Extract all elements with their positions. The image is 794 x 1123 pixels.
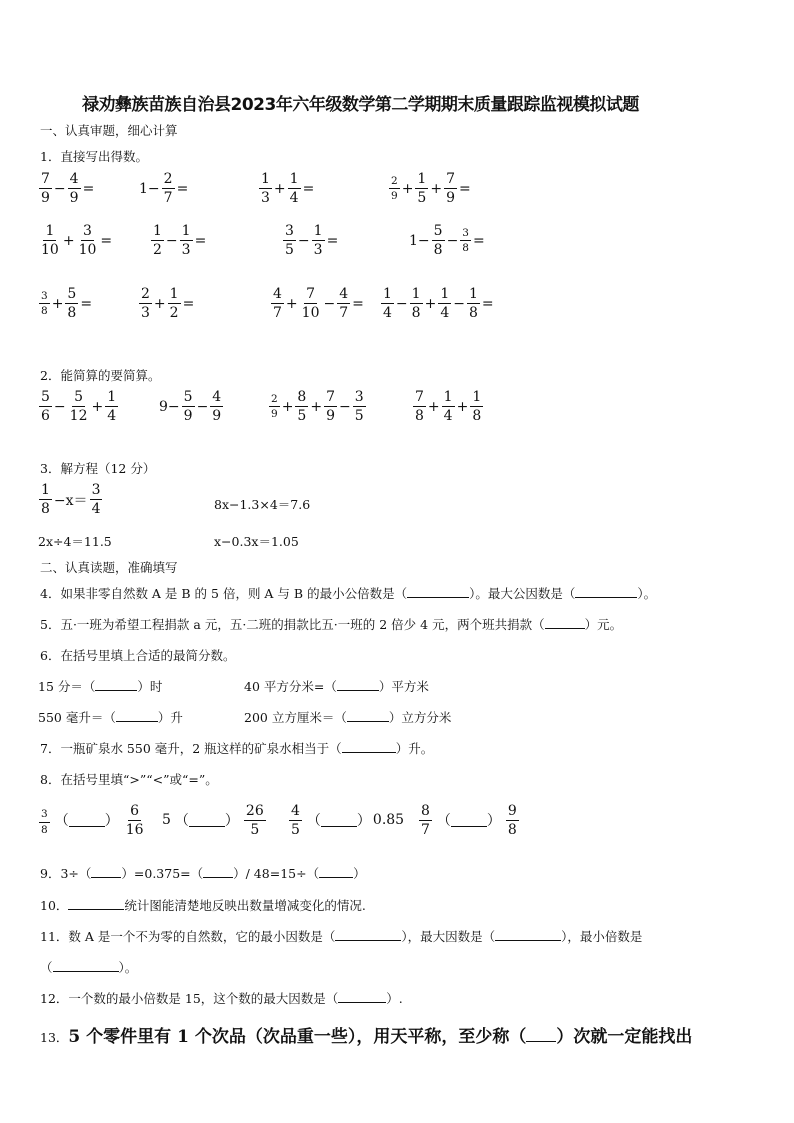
answer-blank[interactable]	[337, 678, 379, 691]
numerator: 2	[163, 171, 173, 187]
q2-expr-2	[158, 390, 224, 423]
denominator: 3	[141, 305, 150, 321]
numerator: 1	[107, 389, 117, 405]
numerator: 1	[289, 171, 299, 187]
numerator: 26	[245, 803, 264, 819]
denominator: 7	[421, 822, 430, 838]
denominator: 9	[326, 408, 335, 424]
denominator: 8	[462, 242, 469, 254]
operator: +	[430, 180, 443, 197]
operator: −	[297, 232, 310, 249]
denominator: 3	[261, 190, 270, 206]
q2-expr-3	[268, 390, 367, 423]
operator: +	[51, 295, 64, 312]
fraction	[124, 804, 146, 837]
q1-expr-9	[38, 287, 93, 320]
question-12: 12．一个数的最小倍数是 15，这个数的最大因数是（ ）.	[40, 991, 403, 1006]
operator: −	[53, 398, 66, 415]
fraction	[289, 804, 302, 837]
question-11: 11．数 A 是一个不为零的自然数，它的最小因数是（ ），最大因数是（ ），最小倍数是	[40, 929, 643, 944]
answer-blank[interactable]	[53, 959, 119, 972]
denominator: 4	[443, 408, 453, 424]
q1-expr-5	[38, 224, 113, 257]
fraction	[39, 172, 52, 205]
denominator: 3	[313, 242, 323, 258]
question-7: 7．一瓶矿泉水 550 毫升，2 瓶这样的矿泉水相当于（ ）升。	[40, 741, 434, 756]
fraction	[39, 224, 61, 257]
denominator: 4	[383, 305, 392, 321]
numerator: 1	[41, 482, 50, 498]
numerator: 4	[212, 389, 222, 405]
numerator: 3	[354, 389, 364, 405]
question-8-label: 8．在括号里填“>”“<”或“=”。	[40, 772, 218, 787]
fraction	[271, 287, 284, 320]
numerator: 7	[326, 389, 335, 405]
operator: +	[456, 398, 469, 415]
fraction	[353, 390, 366, 423]
question-11-cont: （ ）。	[40, 960, 138, 975]
fraction	[259, 172, 272, 205]
q1-expr-11	[270, 287, 365, 320]
q8-compare-3: $\frac{4}{5}$ （ ） 0.85	[291, 803, 405, 838]
question-10: 10． 统计图能清楚地反映出数量增减变化的情况.	[40, 898, 366, 913]
denominator: 4	[91, 501, 101, 517]
q1-expr-1	[38, 172, 95, 205]
numerator: 1	[261, 171, 270, 187]
expression-text: 1−	[409, 232, 430, 249]
fraction	[413, 390, 426, 423]
q1-expr-10	[138, 287, 195, 320]
denominator: 8	[472, 408, 482, 424]
operator: −	[446, 232, 459, 249]
numerator: 5	[74, 389, 84, 405]
operator: −	[53, 180, 66, 197]
answer-blank[interactable]	[91, 865, 121, 878]
page-title: 禄劝彝族苗族自治县2023年六年级数学第二学期期末质量跟踪监视模拟试题	[82, 95, 639, 115]
fraction	[182, 390, 195, 423]
q1-expr-2	[138, 172, 189, 205]
operator: +	[91, 398, 104, 415]
operator: −	[165, 232, 178, 249]
q3-equation-2: 8x−1.3×4＝7.6	[214, 497, 311, 512]
q1-expr-6	[150, 224, 207, 257]
denominator: 5	[354, 408, 364, 424]
operator: +	[62, 232, 75, 249]
answer-blank[interactable]	[526, 1025, 556, 1042]
operator: +	[285, 295, 298, 312]
fraction	[312, 224, 325, 257]
answer-blank[interactable]	[335, 928, 401, 941]
operator: −	[395, 295, 408, 312]
fraction	[444, 172, 457, 205]
denominator: 9	[41, 190, 50, 206]
fraction	[283, 224, 296, 257]
numerator: 1	[45, 223, 55, 239]
question-2-label: 2．能简算的要简算。	[40, 368, 161, 383]
numerator: 3	[285, 223, 294, 239]
denominator: 5	[250, 822, 260, 838]
fraction	[288, 172, 301, 205]
fraction	[269, 394, 280, 420]
fraction	[438, 287, 451, 320]
operator: =	[82, 180, 95, 197]
fraction	[419, 804, 432, 837]
operator: =	[302, 180, 315, 197]
denominator: 8	[41, 305, 48, 317]
numerator: 2	[269, 394, 280, 408]
question-5: 5．五·一班为希望工程捐款 a 元，五·二班的捐款比五·一班的 2 倍少 4 元，两个班共捐款（ ）元。	[40, 617, 623, 632]
numerator: 7	[446, 171, 455, 187]
q1-expr-12	[380, 287, 495, 320]
denominator: 9	[183, 408, 193, 424]
numerator: 1	[169, 286, 179, 302]
question-1-label: 1．直接写出得数。	[40, 149, 148, 164]
fraction	[432, 224, 445, 257]
fraction	[300, 287, 322, 320]
operator: +	[273, 180, 286, 197]
denominator: 7	[339, 305, 349, 321]
fraction	[39, 483, 52, 516]
q1-expr-4	[388, 172, 472, 205]
expression-text: 1−	[139, 180, 160, 197]
operator: =	[176, 180, 189, 197]
answer-blank[interactable]	[342, 740, 396, 753]
q3-equation-3: 2x÷4＝11.5	[38, 534, 112, 549]
numerator: 3	[39, 291, 50, 305]
denominator: 6	[41, 408, 50, 424]
answer-blank[interactable]	[451, 814, 487, 827]
fraction	[90, 483, 103, 516]
answer-blank[interactable]	[575, 585, 637, 598]
denominator: 16	[125, 822, 144, 838]
numerator: 7	[306, 286, 316, 302]
fraction	[168, 287, 181, 320]
q3-equation-4: x−0.3x＝1.05	[214, 534, 299, 549]
denominator: 9	[391, 190, 398, 202]
operator: =	[459, 180, 471, 197]
answer-blank[interactable]	[203, 865, 233, 878]
fraction	[77, 224, 99, 257]
answer-blank[interactable]	[495, 928, 561, 941]
numerator: 4	[339, 286, 349, 302]
denominator: 12	[69, 408, 88, 424]
denominator: 4	[289, 190, 299, 206]
numerator: 1	[313, 223, 323, 239]
numerator: 7	[415, 389, 424, 405]
denominator: 3	[181, 242, 191, 258]
denominator: 4	[107, 408, 117, 424]
fraction	[410, 287, 423, 320]
numerator: 6	[130, 803, 140, 819]
fraction	[470, 390, 483, 423]
denominator: 5	[291, 822, 300, 838]
q8-compare-2: 5 （ ） $\frac{26}{5}$	[162, 803, 264, 838]
numerator: 1	[468, 286, 478, 302]
answer-blank[interactable]	[321, 814, 357, 827]
operator: +	[310, 398, 323, 415]
denominator: 10	[41, 242, 59, 258]
numerator: 1	[383, 286, 392, 302]
numerator: 5	[433, 223, 443, 239]
q8-compare-1: $\frac{3}{8}$ （ ） $\frac{6}{16}$	[41, 803, 144, 838]
expression-text: 9−	[159, 398, 180, 415]
answer-blank[interactable]	[116, 709, 158, 722]
numerator: 5	[183, 389, 193, 405]
denominator: 7	[163, 190, 173, 206]
fraction	[337, 287, 350, 320]
fraction	[467, 287, 480, 320]
q6-item-2: 40 平方分米=（ ）平方米	[244, 679, 429, 694]
denominator: 7	[273, 305, 282, 321]
denominator: 9	[446, 190, 455, 206]
fraction	[389, 176, 400, 202]
answer-blank[interactable]	[319, 865, 353, 878]
numerator: 4	[273, 286, 282, 302]
numerator: 1	[181, 223, 191, 239]
numerator: 3	[83, 223, 92, 239]
operator: −	[453, 295, 465, 312]
operator: =	[472, 232, 485, 249]
fraction	[39, 390, 52, 423]
numerator: 1	[472, 389, 482, 405]
operator: =	[481, 295, 494, 312]
denominator: 8	[41, 823, 48, 836]
answer-blank[interactable]	[95, 678, 137, 691]
answer-blank[interactable]	[69, 814, 105, 827]
fraction	[244, 804, 266, 837]
denominator: 8	[67, 305, 77, 321]
numerator: 5	[41, 389, 50, 405]
fraction	[180, 224, 193, 257]
fraction	[162, 172, 175, 205]
q2-expr-1	[38, 390, 119, 423]
operator: +	[281, 398, 294, 415]
fraction	[105, 390, 118, 423]
denominator: 8	[507, 822, 517, 838]
q1-expr-7	[282, 224, 339, 257]
denominator: 2	[153, 242, 162, 258]
operator: +	[424, 295, 437, 312]
q2-expr-4	[412, 390, 484, 423]
operator: =	[194, 232, 207, 249]
question-9: 9．3÷（ ）=0.375=（ ）/ 48=15÷（ ）	[40, 866, 366, 881]
fraction	[415, 172, 428, 205]
fraction	[65, 287, 78, 320]
denominator: 8	[433, 242, 443, 258]
fraction	[39, 291, 50, 317]
numerator: 1	[411, 286, 421, 302]
operator: =	[182, 295, 195, 312]
numerator: 1	[417, 171, 427, 187]
numerator: 4	[69, 171, 79, 187]
denominator: 10	[301, 305, 320, 321]
numerator: 5	[67, 286, 77, 302]
q6-item-3: 550 毫升＝（ ）升	[38, 710, 183, 725]
numerator: 3	[91, 482, 101, 498]
fraction	[295, 390, 308, 423]
fraction	[210, 390, 223, 423]
q1-expr-8	[408, 224, 486, 257]
denominator: 8	[415, 408, 424, 424]
denominator: 5	[417, 190, 427, 206]
numerator: 2	[141, 286, 150, 302]
denominator: 9	[212, 408, 222, 424]
question-13: 13．5 个零件里有 1 个次品（次品重一些），用天平称，至少称（ ）次就一定能找出	[40, 1027, 693, 1047]
q8-compare-4: $\frac{8}{7}$ （ ） $\frac{9}{8}$	[421, 803, 517, 838]
fraction	[68, 172, 81, 205]
operator: −	[339, 398, 351, 415]
denominator: 2	[169, 305, 179, 321]
operator: =	[326, 232, 339, 249]
fraction	[460, 228, 471, 254]
q1-expr-3	[258, 172, 315, 205]
operator: −	[196, 398, 209, 415]
q6-item-4: 200 立方厘米＝（ ）立方分米	[244, 710, 452, 725]
question-4: 4．如果非零自然数 A 是 B 的 5 倍，则 A 与 B 的最小公倍数是（ ）。最大公因数是（ ）。	[40, 586, 657, 601]
fraction	[151, 224, 164, 257]
operator: =	[80, 295, 93, 312]
answer-blank[interactable]	[545, 616, 585, 629]
question-3-label: 3．解方程（12 分）	[40, 461, 156, 476]
numerator: 3	[39, 809, 50, 823]
denominator: 8	[468, 305, 478, 321]
denominator: 4	[440, 305, 450, 321]
numerator: 9	[507, 803, 517, 819]
operator: +	[427, 398, 440, 415]
fraction	[39, 809, 50, 835]
numerator: 1	[443, 389, 453, 405]
numerator: 1	[440, 286, 450, 302]
numerator: 8	[421, 803, 430, 819]
fraction	[442, 390, 455, 423]
answer-blank[interactable]	[338, 990, 386, 1003]
operator: =	[352, 295, 364, 312]
fraction	[324, 390, 337, 423]
numerator: 7	[41, 171, 50, 187]
operator: =	[100, 232, 113, 249]
fraction	[139, 287, 152, 320]
fraction	[506, 804, 519, 837]
denominator: 8	[411, 305, 421, 321]
denominator: 10	[78, 242, 97, 258]
denominator: 8	[41, 501, 50, 517]
numerator: 4	[291, 803, 300, 819]
fraction	[68, 390, 90, 423]
operator: +	[401, 180, 414, 197]
operator: −	[323, 295, 336, 312]
denominator: 5	[297, 408, 307, 424]
numerator: 3	[460, 228, 471, 242]
fraction	[381, 287, 394, 320]
expression-text: −x＝	[53, 492, 88, 509]
denominator: 9	[69, 190, 79, 206]
operator: +	[153, 295, 166, 312]
numerator: 2	[389, 176, 400, 190]
q6-item-1: 15 分＝（ ）时	[38, 679, 163, 694]
answer-blank[interactable]	[189, 814, 225, 827]
numerator: 1	[153, 223, 162, 239]
denominator: 9	[271, 408, 278, 420]
numerator: 8	[297, 389, 307, 405]
denominator: 5	[285, 242, 294, 258]
answer-blank[interactable]	[347, 709, 389, 722]
question-6-label: 6．在括号里填上合适的最简分数。	[40, 648, 236, 663]
section-heading-2: 二、认真读题，准确填写	[40, 560, 178, 575]
answer-blank[interactable]	[68, 897, 124, 910]
q3-equation-1	[38, 483, 103, 516]
section-heading-1: 一、认真审题，细心计算	[40, 123, 178, 138]
answer-blank[interactable]	[407, 585, 469, 598]
